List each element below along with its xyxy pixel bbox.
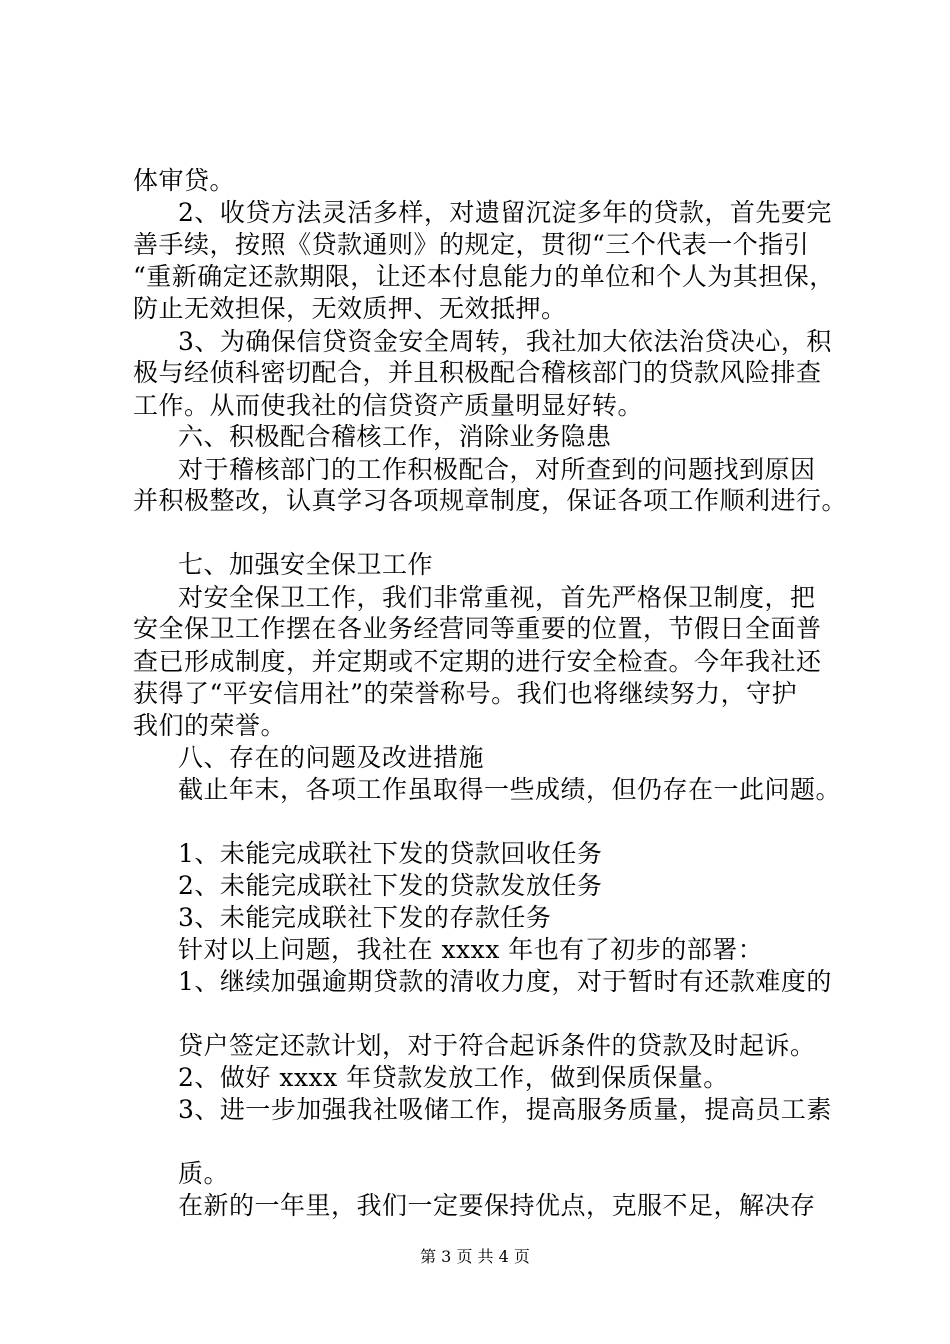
text-line: 对于稽核部门的工作积极配合，对所查到的问题找到原因 [178, 454, 816, 484]
list-item: 2、做好 xxxx 年贷款发放工作，做到保质保量。 [178, 1062, 729, 1092]
text-line: 善手续，按照《贷款通则》的规定，贯彻“三个代表一个指引 [133, 230, 810, 260]
text-line: 查已形成制度，并定期或不定期的进行安全检查。今年我社还 [133, 646, 822, 676]
text-line: 对安全保卫工作，我们非常重视，首先严格保卫制度，把 [178, 582, 816, 612]
text-line: 截止年末，各项工作虽取得一些成绩，但仍存在一此问题。 [178, 775, 842, 805]
text-line: “重新确定还款期限，让还本付息能力的单位和个人为其担保， [133, 261, 835, 291]
text-line: 极与经侦科密切配合，并且积极配合稽核部门的贷款风险排查 [133, 358, 822, 388]
list-item: 1、继续加强逾期贷款的清收力度，对于暂时有还款难度的 [178, 967, 832, 997]
section-heading: 六、积极配合稽核工作，消除业务隐患 [178, 422, 612, 452]
text-line: 3、为确保信贷资金安全周转，我社加大依法治贷决心，积 [178, 326, 832, 356]
text-line: 防止无效担保，无效质押、无效抵押。 [133, 294, 567, 324]
text-line: 并积极整改，认真学习各项规章制度，保证各项工作顺利进行。 [133, 486, 848, 516]
page-number-footer: 第 3 页 共 4 页 [420, 1247, 530, 1266]
text-line: 贷户签定还款计划，对于符合起诉条件的贷款及时起诉。 [178, 1031, 816, 1061]
text-line: 我们的荣誉。 [133, 710, 287, 740]
text-line: 体审贷。 [133, 166, 236, 195]
section-heading: 八、存在的问题及改进措施 [178, 742, 485, 772]
list-item: 3、未能完成联社下发的存款任务 [178, 903, 552, 933]
text-line: 2、收贷方法灵活多样，对遗留沉淀多年的贷款，首先要完 [178, 198, 832, 228]
text-line: 工作。从而使我社的信贷资产质量明显好转。 [133, 390, 644, 420]
text-line: 安全保卫工作摆在各业务经营同等重要的位置，节假日全面普 [133, 614, 822, 644]
list-item: 1、未能完成联社下发的贷款回收任务 [178, 839, 603, 869]
list-item: 2、未能完成联社下发的贷款发放任务 [178, 870, 603, 900]
text-line: 质。 [178, 1159, 230, 1189]
section-heading: 七、加强安全保卫工作 [178, 550, 434, 580]
list-item: 3、进一步加强我社吸储工作，提高服务质量，提高员工素 [178, 1095, 832, 1125]
text-line: 针对以上问题，我社在 xxxx 年也有了初步的部署： [178, 934, 764, 964]
text-line: 获得了“平安信用社”的荣誉称号。我们也将继续努力，守护 [133, 678, 798, 708]
text-line: 在新的一年里，我们一定要保持优点，克服不足，解决存 [178, 1191, 816, 1220]
